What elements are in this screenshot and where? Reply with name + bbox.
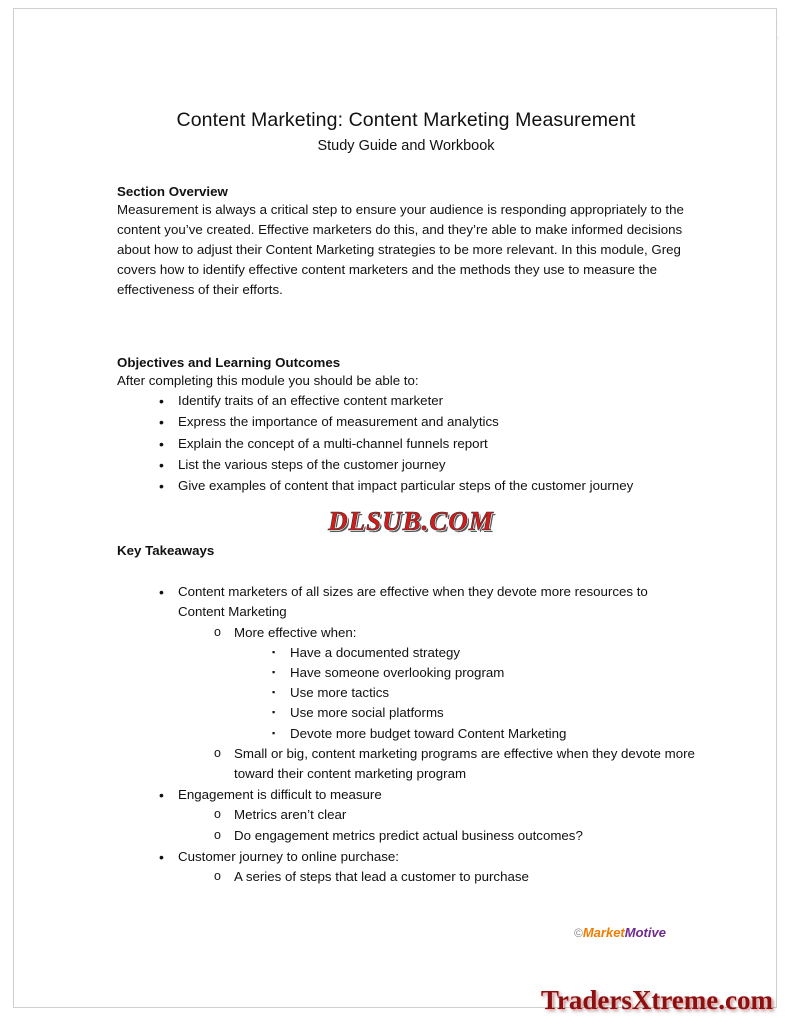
list-item xyxy=(117,412,695,432)
bullet-circle-icon: o xyxy=(214,869,221,883)
list-item xyxy=(117,434,695,454)
list-item-label: Customer journey to online purchase: xyxy=(178,848,399,864)
document-body xyxy=(117,104,695,888)
list-item-label: Have someone overlooking program xyxy=(290,664,505,680)
list-item xyxy=(234,724,695,744)
bullet-disc-icon: • xyxy=(159,393,164,410)
list-item-label: Content marketers of all sizes are effective when they devote more resources to Content Marketing xyxy=(178,584,648,620)
bullet-square-icon: ▪ xyxy=(272,646,276,657)
section-heading-takeaways: Key Takeaways xyxy=(117,543,215,559)
bullet-square-icon: ▪ xyxy=(272,707,276,718)
list-item-label: Engagement is difficult to measure xyxy=(178,787,382,803)
key-takeaways-list xyxy=(117,582,695,887)
bullet-disc-icon: • xyxy=(159,456,164,473)
sublist xyxy=(178,623,695,785)
list-item xyxy=(117,391,695,411)
bullet-circle-icon: o xyxy=(214,745,221,760)
list-item-label: More effective when: xyxy=(234,624,357,640)
list-item-label: Use more social platforms xyxy=(290,705,444,721)
bullet-disc-icon: • xyxy=(159,787,164,804)
sublist xyxy=(178,805,695,845)
list-item xyxy=(117,476,695,496)
list-item-label: Use more tactics xyxy=(290,685,390,701)
list-item xyxy=(178,623,695,744)
list-item-label: Express the importance of measurement and analytics xyxy=(178,414,499,430)
watermark-overlay-text: DLSUB.COM xyxy=(328,506,494,536)
bullet-disc-icon: • xyxy=(159,848,164,865)
section-heading-overview: Section Overview xyxy=(117,184,228,200)
copyright-icon: © xyxy=(574,926,583,940)
list-item-label: Give examples of content that impact particular steps of the customer journey xyxy=(178,477,634,493)
list-item xyxy=(234,683,695,703)
bullet-disc-icon: • xyxy=(159,477,164,494)
list-item-label: Small or big, content marketing programs are effective when they devote more toward their content marketing program xyxy=(234,745,695,781)
paper-sheet xyxy=(13,8,777,1008)
list-item xyxy=(178,805,695,825)
list-item xyxy=(178,867,695,887)
list-item-label: Do engagement metrics predict actual business outcomes? xyxy=(234,827,583,843)
bullet-circle-icon: o xyxy=(214,807,221,822)
list-item-label: List the various steps of the customer journey xyxy=(178,456,446,472)
list-item-label: Metrics aren’t clear xyxy=(234,807,347,823)
list-item xyxy=(178,744,695,784)
bullet-disc-icon: • xyxy=(159,435,164,452)
section-heading-objectives: Objectives and Learning Outcomes xyxy=(117,355,341,371)
list-item xyxy=(117,785,695,846)
logo-part-market: Market xyxy=(582,925,625,940)
list-item xyxy=(234,643,695,663)
list-item-label: A series of steps that lead a customer to purchase xyxy=(234,869,529,884)
list-item-label: Have a documented strategy xyxy=(290,644,461,660)
bullet-circle-icon: o xyxy=(214,624,221,639)
list-item-label: Devote more budget toward Content Marketing xyxy=(290,725,567,741)
section-overview-paragraph: Measurement is always a critical step to ensure your audience is responding appropriately to the content you’ve created. Effective marketers do this, and they’re able to make informed decisions about how to adjust their Content Marketing strategies to be more relevant. In this module, Greg covers how to identify effective content marketers and the methods they use to measure the effectiveness of their efforts. xyxy=(117,202,684,297)
bullet-disc-icon: • xyxy=(159,414,164,431)
document-subtitle: Study Guide and Workbook xyxy=(317,138,495,155)
list-item xyxy=(234,703,695,723)
list-item xyxy=(117,455,695,475)
objectives-intro: After completing this module you should be able to: xyxy=(117,373,419,389)
spacer xyxy=(117,559,695,582)
logo-part-motive: Motive xyxy=(624,925,666,940)
list-item xyxy=(117,582,695,784)
sublist xyxy=(178,867,695,887)
spacer xyxy=(117,299,695,325)
list-item xyxy=(178,826,695,846)
watermark-bottom: TradersXtreme.com xyxy=(540,985,773,1015)
watermark-overlay xyxy=(271,504,551,538)
bullet-square-icon: ▪ xyxy=(272,666,276,677)
sublist xyxy=(234,643,695,744)
list-item xyxy=(234,663,695,683)
objectives-list xyxy=(117,391,695,496)
list-item-label: Explain the concept of a multi-channel funnels report xyxy=(178,435,488,451)
bullet-square-icon: ▪ xyxy=(272,727,276,738)
bullet-square-icon: ▪ xyxy=(272,687,276,698)
bullet-disc-icon: • xyxy=(159,584,164,601)
market-motive-logo xyxy=(574,925,666,940)
list-item xyxy=(117,847,695,887)
bullet-circle-icon: o xyxy=(214,827,221,842)
document-title: Content Marketing: Content Marketing Measurement xyxy=(176,109,636,131)
list-item-label: Identify traits of an effective content marketer xyxy=(178,393,444,409)
